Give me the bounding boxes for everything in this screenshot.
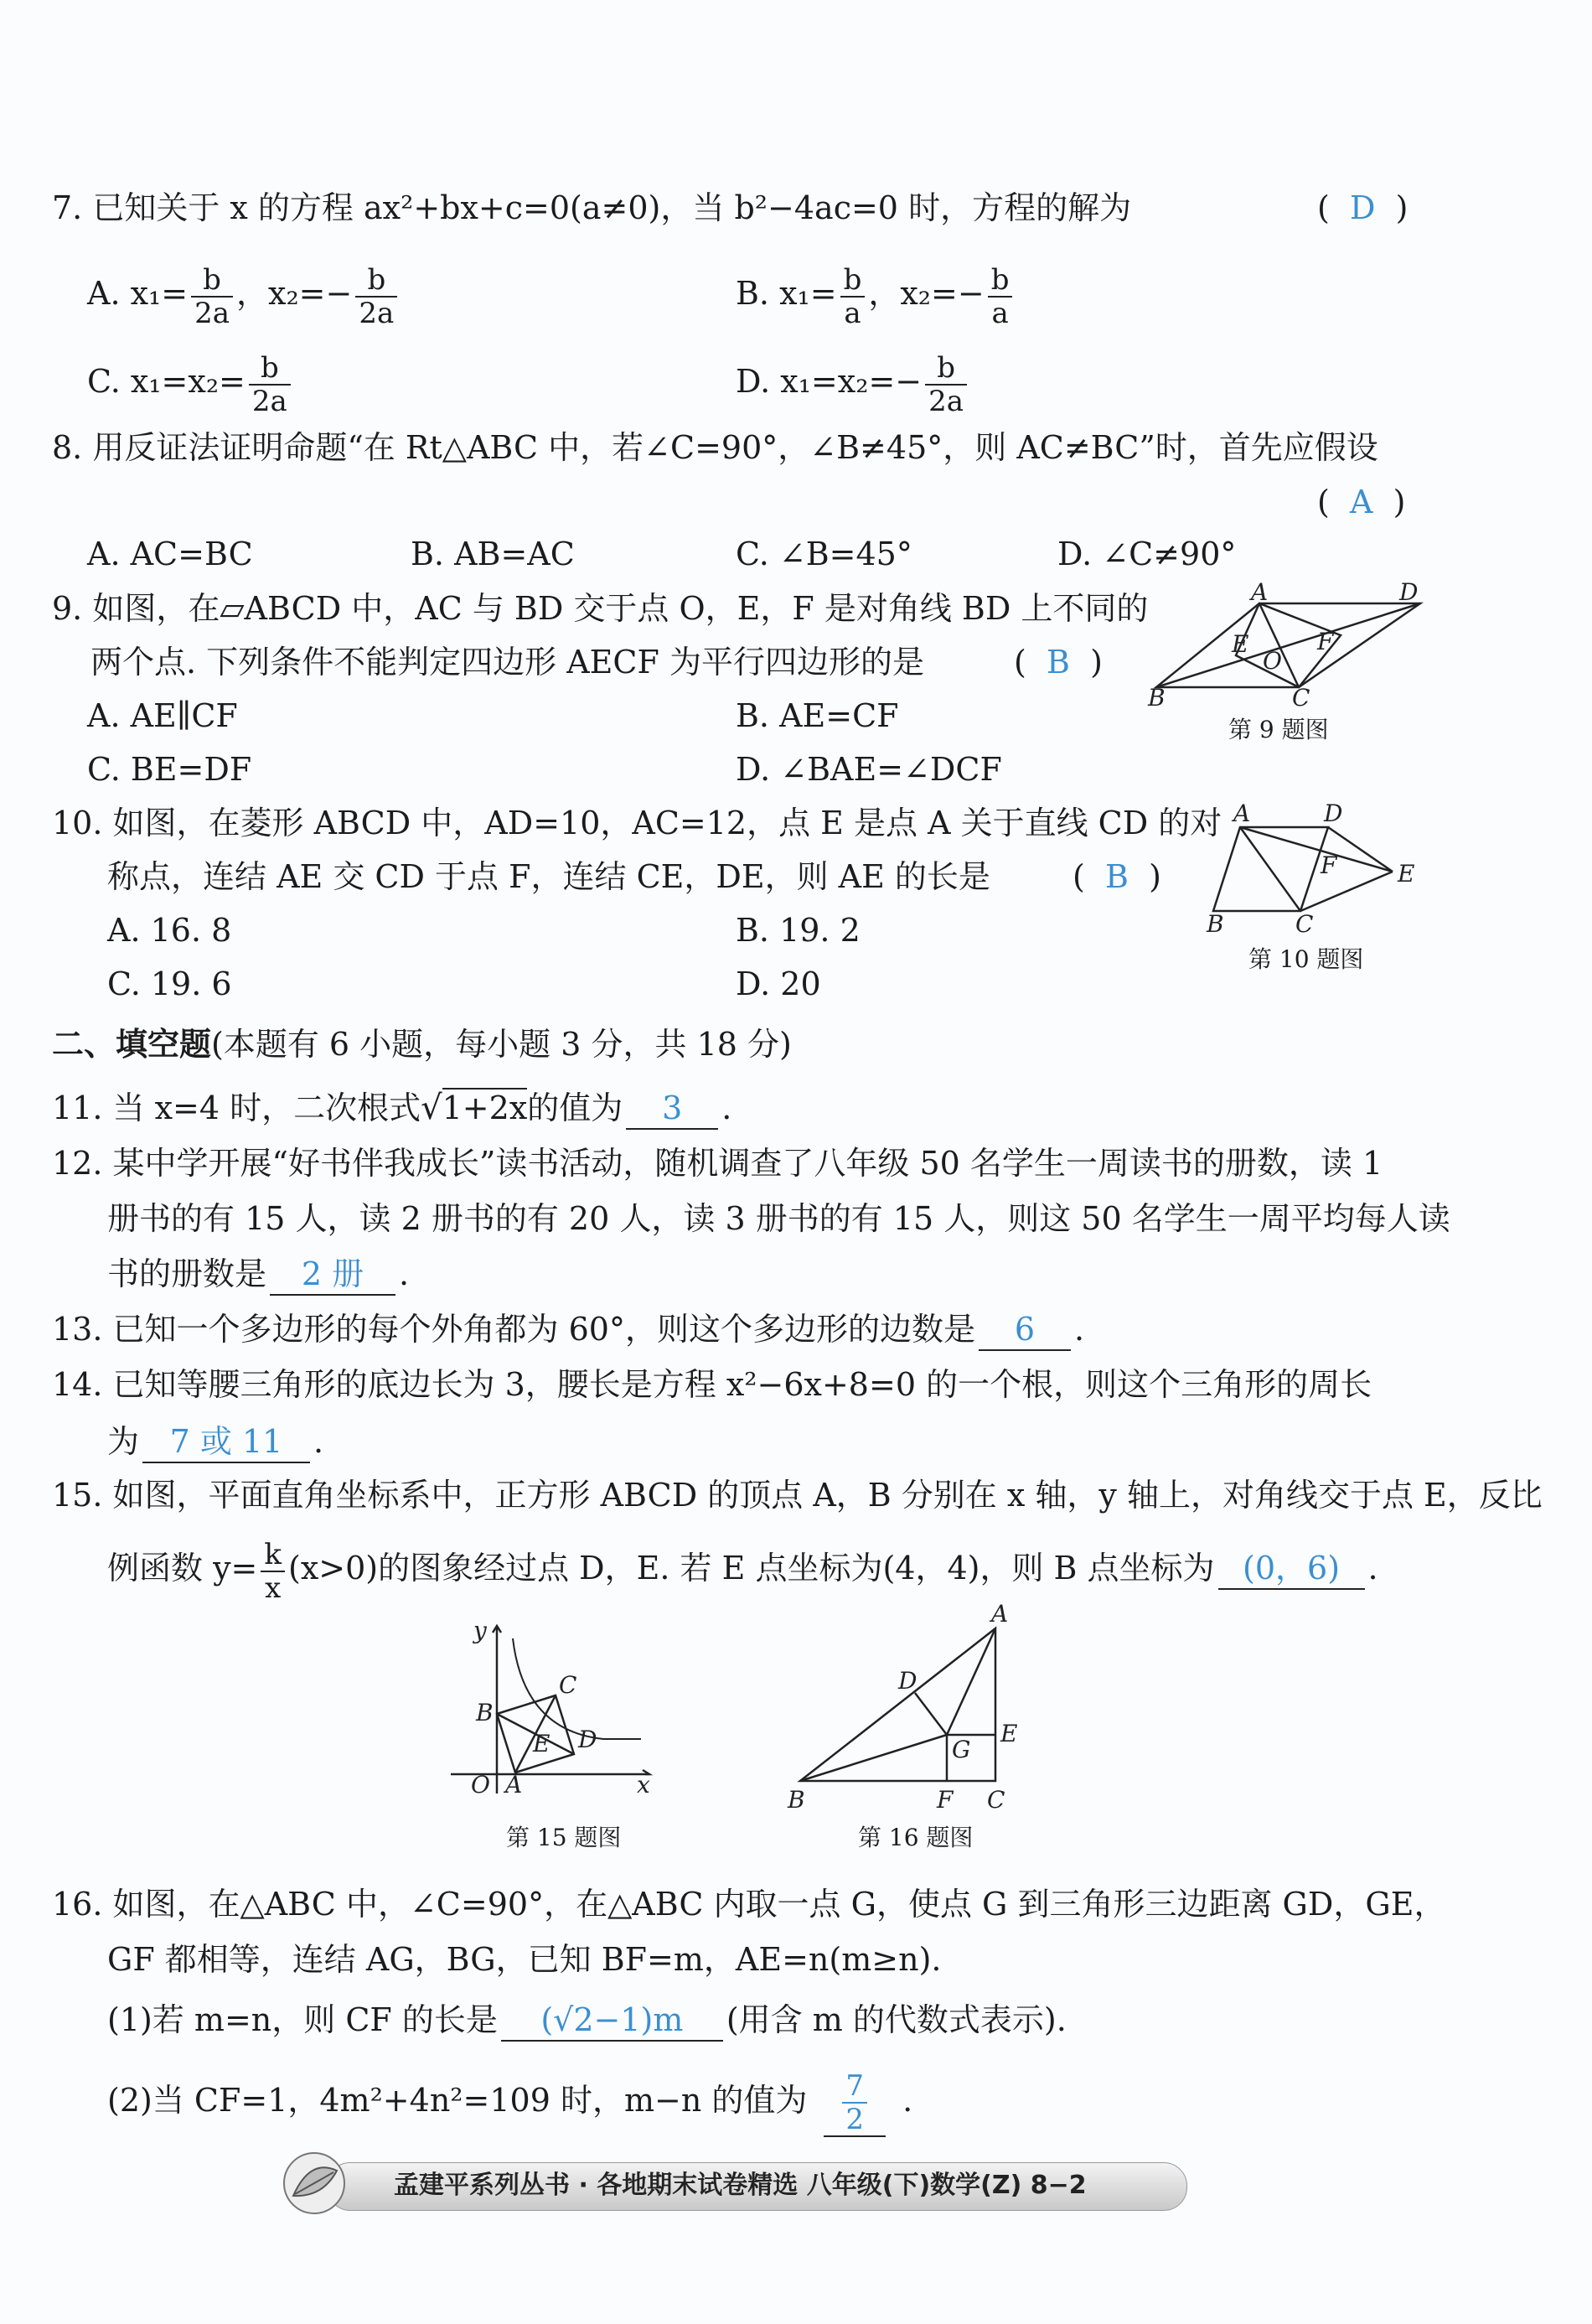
q11-line: 11. 当 x=4 时，二次根式√1+2x的值为 3 .: [52, 1088, 731, 1130]
q10-caption: 第 10 题图: [1248, 945, 1364, 973]
q9-label-f: F: [1317, 628, 1334, 655]
q7-answer: D: [1349, 189, 1376, 226]
q9-option-c: C. BE=DF: [87, 751, 252, 788]
q10-label-b: B: [1207, 910, 1224, 938]
q9-label-o: O: [1263, 647, 1282, 675]
q7-option-c: C. x₁=x₂= $\frac{b}{2a}$: [87, 344, 294, 419]
q12-line1: 12. 某中学开展“好书伴我成长”读书活动，随机调查了八年级 50 名学生一周读书的册数，读 1: [52, 1145, 1383, 1182]
q16-label-a: A: [991, 1600, 1009, 1628]
q8-answer-paren: ( A ): [1317, 484, 1406, 520]
q8-option-d: D. ∠C≠90°: [1057, 536, 1237, 572]
q16-line2: GF 都相等，连结 AG，BG，已知 BF=m，AE=n(m≥n).: [107, 1941, 942, 1978]
q8-option-c: C. ∠B=45°: [736, 536, 912, 572]
q16-figure: [788, 1600, 1039, 1814]
section2-title: 二、填空题: [52, 1026, 212, 1063]
q13-line: 13. 已知一个多边形的每个外角都为 60°，则这个多边形的边数是 6 .: [52, 1309, 1084, 1351]
q7-stem: 7. 已知关于 x 的方程 ax²+bx+c=0(a≠0)，当 b²−4ac=0 时，方程的解为: [52, 189, 1132, 226]
q16-label-f: F: [937, 1786, 954, 1814]
q12-answer: 2 册: [270, 1254, 395, 1296]
q8-stem: 8. 用反证法证明命题“在 Rt△ABC 中，若∠C=90°，∠B≠45°，则 AC≠BC”时，首先应假设: [52, 429, 1378, 466]
q10-option-a: A. 16. 8: [107, 912, 232, 949]
q7-option-a: A. x₁= $\frac{b}{2a}$ ，x₂=− $\frac{b}{2a}$: [87, 256, 401, 331]
q9-option-d: D. ∠BAE=∠DCF: [736, 751, 1002, 788]
q10-option-b: B. 19. 2: [736, 912, 861, 949]
q7-answer-paren: ( D ): [1317, 189, 1409, 226]
q16-part2-numerator: 7: [842, 2070, 867, 2104]
q9-caption: 第 9 题图: [1228, 716, 1329, 743]
leaf-logo-icon: [277, 2145, 352, 2221]
q9-line2: 两个点. 下列条件不能判定四边形 AECF 为平行四边形的是: [90, 644, 924, 681]
q14-line2: 为 7 或 11 .: [107, 1421, 323, 1463]
q9-option-b: B. AE=CF: [736, 697, 899, 734]
q16-label-e: E: [1000, 1720, 1018, 1747]
q9-label-a: A: [1251, 578, 1269, 606]
q12-line2: 册书的有 15 人，读 2 册书的有 20 人，读 3 册书的有 15 人，则这 50 名学生一周平均每人读: [107, 1200, 1450, 1237]
q10-figure: [1207, 800, 1433, 938]
q16-part1: (1)若 m=n，则 CF 的长是 (√2−1)m (用含 m 的代数式表示).: [107, 2000, 1067, 2042]
q15-line2: 例函数 y= $\frac{k}{x}$ (x>0)的图象经过点 D，E. 若 E 点坐标为(4，4)，则 B 点坐标为 (0，6) .: [107, 1537, 1378, 1605]
q9-label-e: E: [1232, 630, 1249, 658]
q16-caption: 第 16 题图: [858, 1824, 974, 1851]
q9-label-c: C: [1292, 684, 1310, 712]
q10-line2: 称点，连结 AE 交 CD 于点 F，连结 CE，DE，则 AE 的长是: [107, 858, 990, 895]
q7-option-d: D. x₁=x₂=− $\frac{b}{2a}$: [736, 344, 970, 419]
q15-label-e: E: [533, 1730, 550, 1757]
q14-line1: 14. 已知等腰三角形的底边长为 3，腰长是方程 x²−6x+8=0 的一个根，则这个三角形的周长: [52, 1366, 1372, 1403]
q11-answer: 3: [626, 1088, 718, 1130]
q10-line1: 10. 如图，在菱形 ABCD 中，AD=10，AC=12，点 E 是点 A 关于直线 CD 的对: [52, 805, 1222, 841]
q9-answer: B: [1046, 644, 1070, 681]
q16-label-b: B: [788, 1786, 805, 1814]
q16-label-d: D: [898, 1667, 917, 1695]
q9-line1: 9. 如图，在▱ABCD 中，AC 与 BD 交于点 O，E，F 是对角线 BD 上不同的: [52, 590, 1149, 627]
q15-figure: [444, 1617, 662, 1799]
q9-answer-paren: ( B ): [1014, 644, 1103, 681]
q15-answer: (0，6): [1218, 1548, 1365, 1590]
q15-label-a: A: [505, 1771, 523, 1799]
q9-label-d: D: [1399, 578, 1419, 606]
q15-label-o: O: [471, 1771, 490, 1799]
q15-label-c: C: [559, 1671, 577, 1699]
q14-answer: 7 或 11: [142, 1421, 310, 1463]
q8-answer: A: [1349, 484, 1373, 520]
q10-label-c: C: [1295, 910, 1314, 938]
q16-label-c: C: [987, 1786, 1005, 1814]
q10-label-f: F: [1321, 851, 1337, 879]
q10-answer: B: [1104, 858, 1129, 895]
q10-label-d: D: [1324, 800, 1343, 827]
section2-heading: [52, 1024, 792, 1064]
q16-part2: (2)当 CF=1，4m²+4n²=109 时，m−n 的值为 $\frac{7}{2}$ .: [107, 2068, 913, 2136]
q15-label-b: B: [476, 1699, 494, 1726]
q9-figure: [1148, 578, 1424, 712]
q15-line1: 15. 如图，平面直角坐标系中，正方形 ABCD 的顶点 A，B 分别在 x 轴，y 轴上，对角线交于点 E，反比: [52, 1477, 1543, 1514]
q16-part2-denominator: 2: [845, 2102, 865, 2136]
section2-note: (本题有 6 小题，每小题 3 分，共 18 分): [211, 1026, 792, 1063]
q10-option-c: C. 19. 6: [107, 965, 232, 1002]
q13-answer: 6: [979, 1309, 1071, 1351]
q10-answer-paren: ( B ): [1073, 858, 1161, 895]
q16-label-g: G: [952, 1736, 971, 1763]
q8-option-b: B. AB=AC: [411, 536, 575, 572]
q10-label-e: E: [1398, 860, 1415, 888]
q8-option-a: A. AC=BC: [87, 536, 253, 572]
q9-label-b: B: [1148, 684, 1166, 712]
q16-part1-answer: (√2−1)m: [501, 2000, 723, 2042]
q9-option-a: A. AE∥CF: [87, 697, 238, 734]
q15-label-y: y: [473, 1617, 487, 1644]
q15-caption: 第 15 题图: [506, 1824, 622, 1851]
q10-option-d: D. 20: [736, 965, 821, 1002]
q12-line3: 书的册数是 2 册 .: [107, 1254, 409, 1296]
footer-text: 孟建平系列丛书 · 各地期末试卷精选 八年级(下)数学(Z) 8−2: [394, 2171, 1087, 2200]
q15-label-d: D: [578, 1726, 597, 1753]
q15-label-x: x: [637, 1771, 650, 1799]
q7-option-b: B. x₁= $\frac{b}{a}$ ，x₂=− $\frac{b}{a}$: [736, 256, 1016, 331]
q11-radicand: 1+2x: [442, 1090, 528, 1126]
q16-line1: 16. 如图，在△ABC 中，∠C=90°，在△ABC 内取一点 G，使点 G 到三角形三边距离 GD，GE，: [52, 1886, 1446, 1923]
q10-label-a: A: [1233, 800, 1251, 827]
